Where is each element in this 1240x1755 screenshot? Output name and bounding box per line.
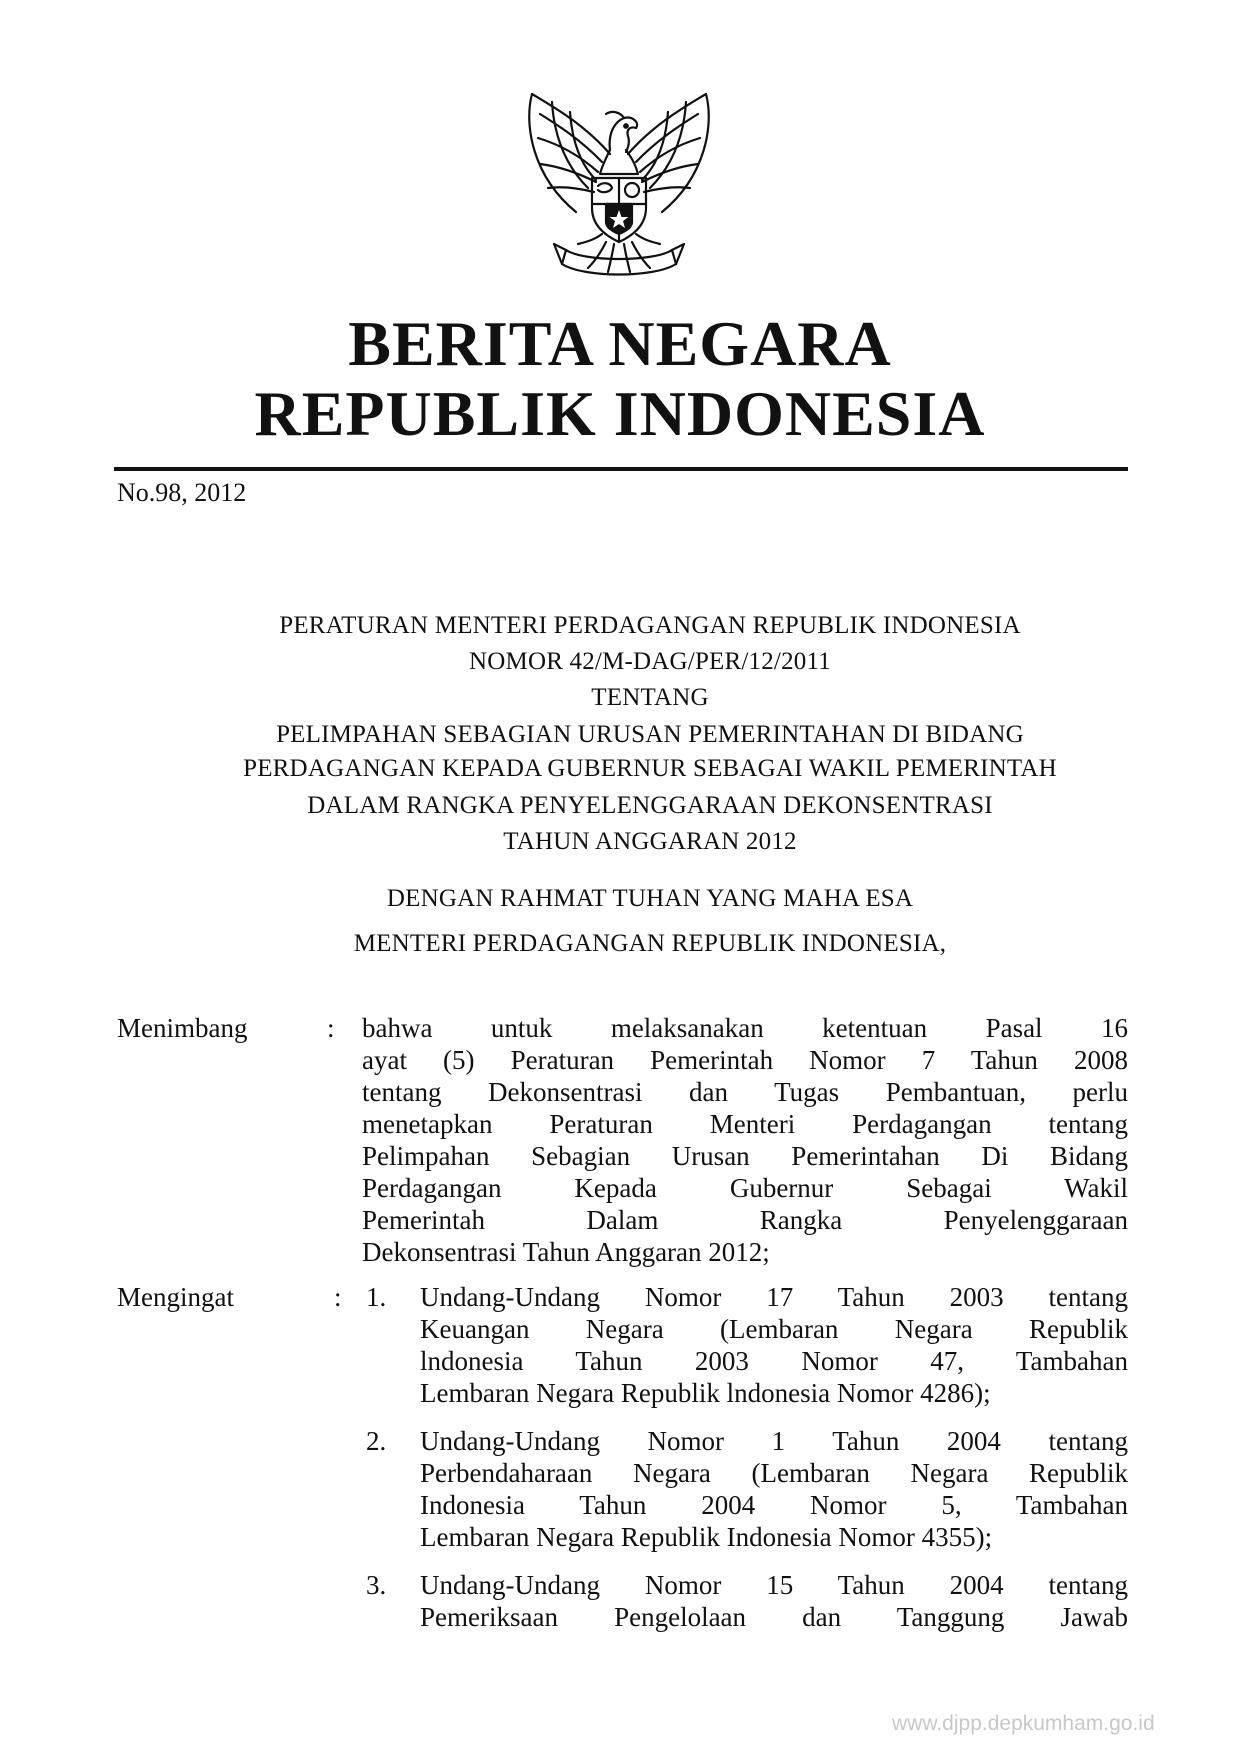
menimbang-label: Menimbang <box>117 1013 248 1043</box>
mengingat-colon: : <box>334 1282 342 1312</box>
list-item-line: Indonesia Tahun 2004 Nomor 5, Tambahan <box>420 1490 1128 1520</box>
menimbang-line: Dekonsentrasi Tahun Anggaran 2012; <box>362 1237 770 1267</box>
masthead-title-line2: REPUBLIK INDONESIA <box>254 378 986 449</box>
menimbang-line: ayat (5) Peraturan Pemerintah Nomor 7 Tahun 2008 <box>362 1045 1128 1075</box>
list-item-line: Lembaran Negara Republik lndonesia Nomor 4286); <box>420 1378 991 1408</box>
list-item-line: Perbendaharaan Negara (Lembaran Negara Republik <box>420 1458 1128 1488</box>
preamble-line: MENTERI PERDAGANGAN REPUBLIK INDONESIA, <box>353 930 947 957</box>
list-item-line: Undang-Undang Nomor 15 Tahun 2004 tentang <box>420 1570 1128 1600</box>
list-item-number: 2. <box>366 1426 387 1456</box>
menimbang-line: bahwa untuk melaksanakan ketentuan Pasal 16 <box>362 1013 1128 1043</box>
regulation-title-line: PERATURAN MENTERI PERDAGANGAN REPUBLIK INDONESIA <box>279 612 1021 639</box>
list-item-line: Undang-Undang Nomor 1 Tahun 2004 tentang <box>420 1426 1128 1456</box>
list-item-number: 3. <box>366 1570 387 1600</box>
menimbang-line: tentang Dekonsentrasi dan Tugas Pembantuan, perlu <box>362 1077 1128 1107</box>
list-item-line: Lembaran Negara Republik Indonesia Nomor 4355); <box>420 1522 993 1552</box>
preamble-line: DENGAN RAHMAT TUHAN YANG MAHA ESA <box>386 885 914 912</box>
regulation-title-line: PELIMPAHAN SEBAGIAN URUSAN PEMERINTAHAN DI BIDANG <box>276 721 1024 748</box>
garuda-emblem-icon <box>514 84 724 294</box>
regulation-title-line: PERDAGANGAN KEPADA GUBERNUR SEBAGAI WAKIL PEMERINTAH <box>243 755 1057 782</box>
menimbang-colon: : <box>327 1013 335 1043</box>
list-item-line: lndonesia Tahun 2003 Nomor 47, Tambahan <box>420 1346 1128 1376</box>
mengingat-label: Mengingat <box>117 1282 234 1312</box>
list-item-line: Undang-Undang Nomor 17 Tahun 2003 tentang <box>420 1282 1128 1312</box>
menimbang-line: Pelimpahan Sebagian Urusan Pemerintahan Di Bidang <box>362 1141 1128 1171</box>
regulation-title-line: TAHUN ANGGARAN 2012 <box>503 828 797 855</box>
list-item-line: Pemeriksaan Pengelolaan dan Tanggung Jawab <box>420 1602 1128 1632</box>
menimbang-line: Pemerintah Dalam Rangka Penyelenggaraan <box>362 1205 1128 1235</box>
regulation-title-line: NOMOR 42/M-DAG/PER/12/2011 <box>469 648 831 675</box>
menimbang-line: menetapkan Peraturan Menteri Perdagangan tentang <box>362 1109 1128 1139</box>
site-watermark: www.djpp.depkumham.go.id <box>892 1712 1155 1735</box>
menimbang-line: Perdagangan Kepada Gubernur Sebagai Wakil <box>362 1173 1128 1203</box>
regulation-title-line: TENTANG <box>591 684 709 711</box>
issue-number: No.98, 2012 <box>117 478 247 507</box>
list-item-line: Keuangan Negara (Lembaran Negara Republik <box>420 1314 1128 1344</box>
masthead-title-line1: BERITA NEGARA <box>348 308 892 379</box>
list-item-number: 1. <box>366 1282 387 1312</box>
masthead-divider <box>114 467 1128 471</box>
regulation-title-line: DALAM RANGKA PENYELENGGARAAN DEKONSENTRASI <box>307 792 993 819</box>
